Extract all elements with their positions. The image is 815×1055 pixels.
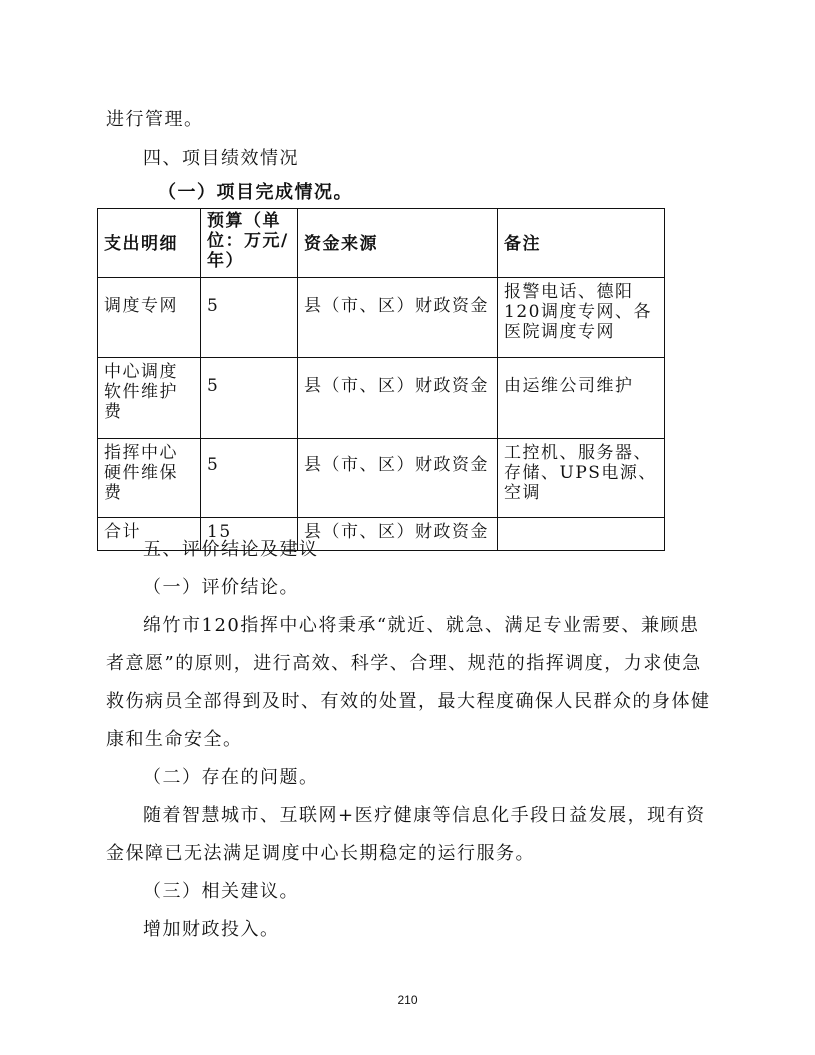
table-header-row (98, 209, 665, 278)
paragraph-line: 增加财政投入。 (143, 919, 280, 940)
page-number: 210 (397, 993, 418, 1007)
table-row (98, 439, 665, 518)
table-cell: 指挥中心硬件维保费 (98, 439, 201, 518)
table-cell: 县（市、区）财政资金 (298, 278, 498, 358)
table-cell: 中心调度软件维护费 (98, 358, 201, 439)
table-header-cell: 预算（单位：万元/年） (201, 209, 298, 278)
table-cell: 5 (201, 358, 298, 439)
table-header-cell: 支出明细 (98, 209, 201, 278)
table-cell (498, 518, 665, 551)
paragraph-line: 救伤病员全部得到及时、有效的处置，最大程度确保人民群众的身体健 (106, 691, 711, 712)
subsection-heading: （一）评价结论。 (143, 577, 299, 598)
table-cell: 合计 (98, 518, 201, 551)
paragraph-line: 绵竹市120指挥中心将秉承“就近、就急、满足专业需要、兼顾患 (143, 615, 700, 636)
paragraph-line: 金保障已无法满足调度中心长期稳定的运行服务。 (106, 843, 535, 864)
section-heading-5: 五、评价结论及建议 (143, 539, 319, 560)
subsection-heading: （三）相关建议。 (143, 881, 299, 902)
table-header-cell: 备注 (498, 209, 665, 278)
text-line: 进行管理。 (106, 109, 204, 130)
table-cell: 工控机、服务器、存储、UPS电源、空调 (498, 439, 665, 518)
table-cell: 县（市、区）财政资金 (298, 358, 498, 439)
table-cell: 5 (201, 439, 298, 518)
table-cell: 由运维公司维护 (498, 358, 665, 439)
table-row (98, 358, 665, 439)
section-heading-4: 四、项目绩效情况 (143, 148, 299, 169)
table-cell: 报警电话、德阳120调度专网、各医院调度专网 (498, 278, 665, 358)
paragraph-line: 者意愿”的原则，进行高效、科学、合理、规范的指挥调度，力求使急 (106, 653, 702, 674)
table-cell: 调度专网 (98, 278, 201, 358)
paragraph-line: 随着智慧城市、互联网+医疗健康等信息化手段日益发展，现有资 (143, 805, 706, 826)
table-cell: 县（市、区）财政资金 (298, 439, 498, 518)
paragraph-line: 康和生命安全。 (106, 729, 243, 750)
table-row (98, 278, 665, 358)
table-cell: 15 (201, 518, 298, 551)
table-cell: 县（市、区）财政资金 (298, 518, 498, 551)
budget-table (97, 208, 665, 551)
table-header-cell: 资金来源 (298, 209, 498, 278)
subsection-heading: （一）项目完成情况。 (158, 182, 353, 203)
table-cell: 5 (201, 278, 298, 358)
subsection-heading: （二）存在的问题。 (143, 767, 319, 788)
